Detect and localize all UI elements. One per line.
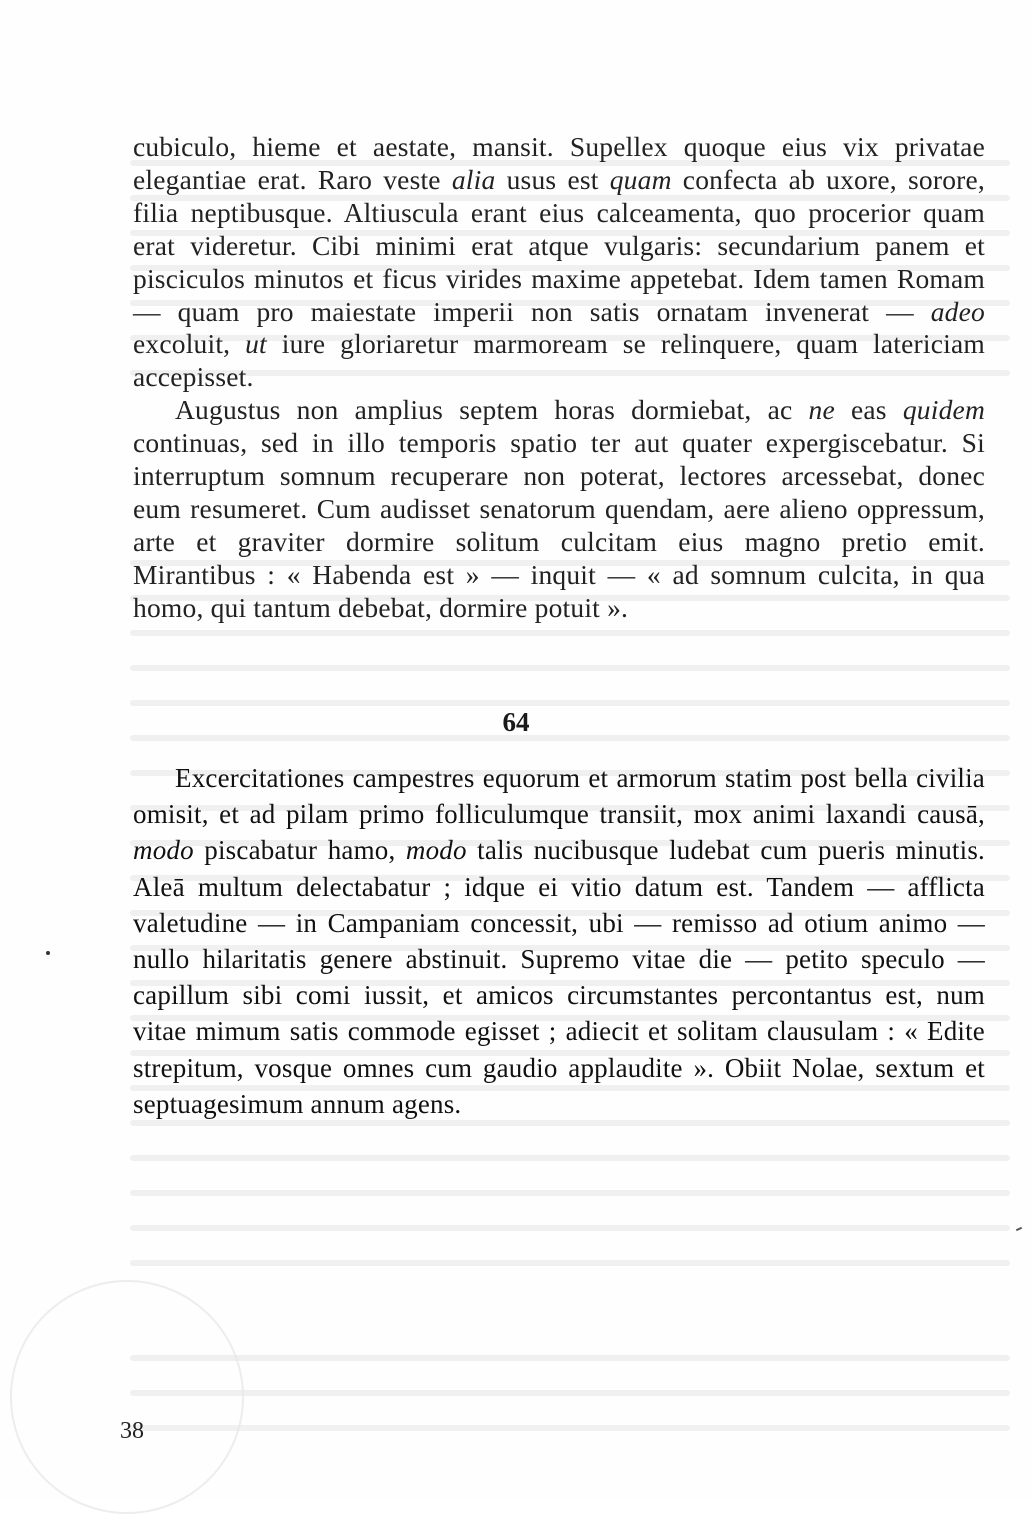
page-number: 38 (120, 1418, 144, 1444)
text-block-bottom (133, 760, 985, 1122)
faint-library-stamp (10, 1280, 244, 1514)
paragraph-augustus-sleep: Augustus non amplius septem horas dormiebat, ac ne eas quidem continuas, sed in illo temporis spatio ter aut quater expergiscebatur. Si interruptum somnum recuperare non poterat, lectores arcessebat, donec eum resumeret. Cum audisset senatorum quendam, aere alieno oppressum, arte et graviter dormire solitum culcitam eius magno pretio emit. Mirantibus : « Habenda est » — inquit — « ad somnum culcita, in qua homo, qui tantum debebat, dormire potuit ». (133, 394, 985, 623)
section-number: 64 (502, 707, 530, 737)
paragraph-cubiculo: cubiculo, hieme et aestate, mansit. Supellex quoque eius vix privatae elegantiae erat. Raro veste alia usus est quam confecta ab uxore, sorore, filia neptibusque. Altiuscula erant eius calceamenta, quo procerior quam erat videretur. Cibi minimi erat atque vulgaris: secundarium panem et pisciculos minutos et ficus virides maxime appetebat. Idem tamen Romam — quam pro maiestate imperii non satis ornatam invenerat — adeo excoluit, ut iure gloriaretur marmoream se relinquere, quam latericiam accepisset. (133, 131, 985, 393)
margin-mark (1016, 1227, 1022, 1231)
text-block-top (133, 131, 985, 625)
margin-dot (46, 951, 50, 955)
paragraph-excercitationes: Excercitationes campestres equorum et armorum statim post bella civilia omisit, et ad pilam primo folliculumque transiit, mox animi laxandi causā, modo piscabatur hamo, modo talis nucibusque ludebat cum pueris minutis. Aleā multum delectabatur ; idque ei vitio datum est. Tandem — afflicta valetudine — in Campaniam concessit, ubi — remisso ad otium animo — nullo hilaritatis genere abstinuit. Supremo vitae die — petito speculo — capillum sibi comi iussit, et amicos circumstantes percontantus est, num vitae mimum satis commode egisset ; adiecit et solitam clausulam : « Edite strepitum, vosque omnes cum gaudio applaudite ». Obiit Nolae, sextum et septuagesimum annum agens. (133, 763, 985, 1119)
